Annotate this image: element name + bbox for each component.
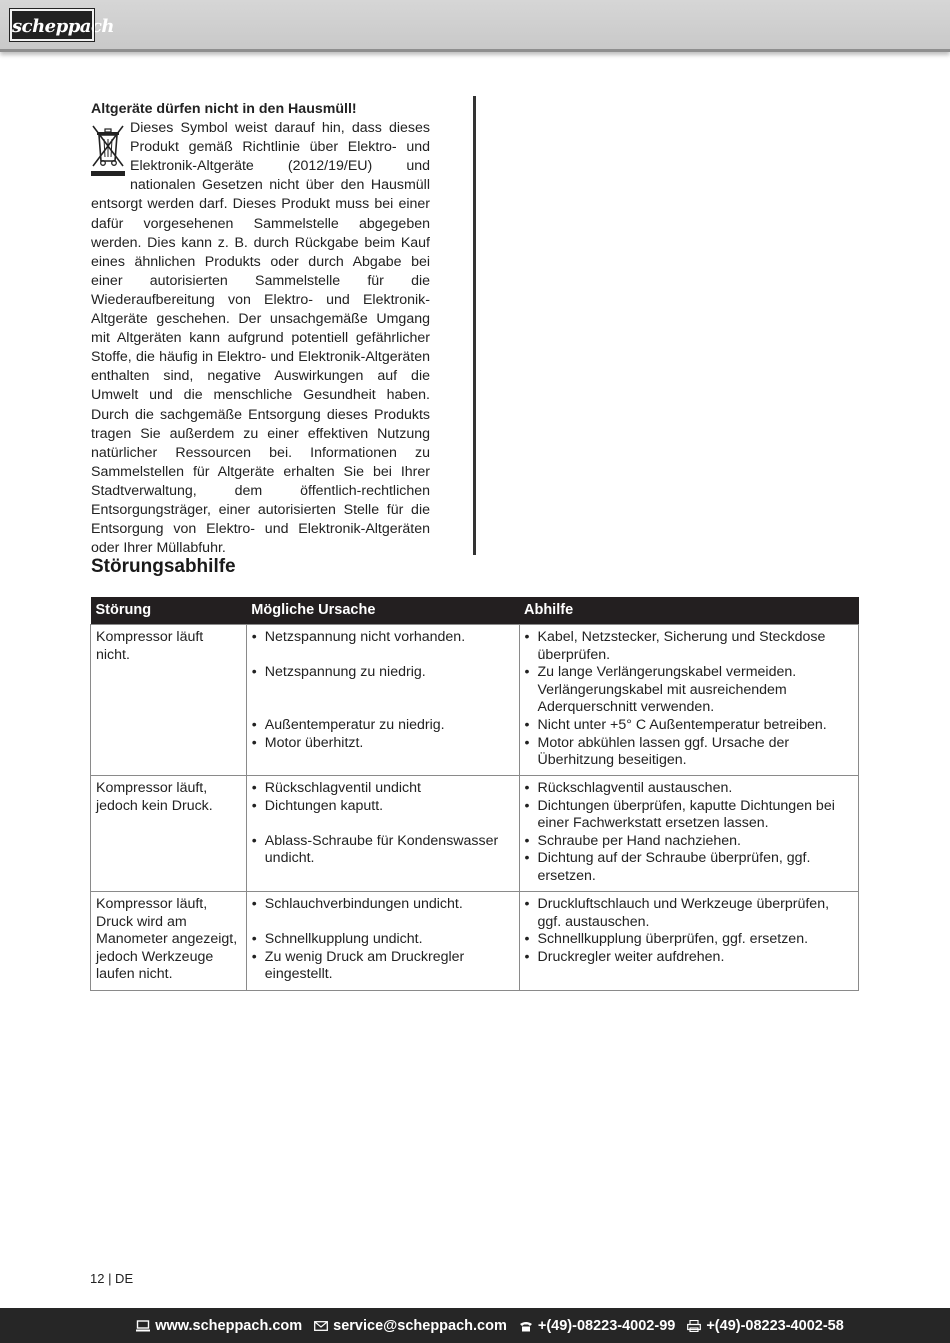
- table-header-row: [91, 597, 859, 625]
- troubleshooting-table: [90, 597, 859, 991]
- website-link[interactable]: www.scheppach.com: [155, 1317, 303, 1334]
- fax-icon: [687, 1320, 701, 1332]
- footer-email[interactable]: [314, 1318, 507, 1334]
- cause-item: • Ablass-Schraube für Kondenswasser undicht.: [252, 833, 514, 868]
- remedy-item: • Schnellkupplung überprüfen, ggf. ersetzen.: [525, 931, 854, 949]
- cause-item: • Schlauchverbindungen undicht.: [252, 896, 514, 914]
- fax-number: +(49)-08223-4002-58: [706, 1317, 844, 1334]
- troubleshooting-title: Störungsabhilfe: [91, 556, 236, 577]
- remedy-item: • Dichtungen überprüfen, kaputte Dichtungen bei einer Fachwerkstatt ersetzen lassen.: [525, 798, 854, 833]
- remedy-item: • Rückschlagventil austauschen.: [525, 780, 854, 798]
- cause-item: • Dichtungen kaputt.: [252, 798, 514, 816]
- footer-fax: [687, 1318, 843, 1334]
- remedy-item-continued: • Dichtung auf der Schraube überprüfen, ggf. ersetzen.: [525, 850, 854, 885]
- disposal-heading: Altgeräte dürfen nicht in den Hausmüll!: [91, 101, 357, 117]
- mail-icon: [314, 1320, 328, 1332]
- cause-item: • Netzspannung zu niedrig.: [252, 664, 514, 682]
- fault-cell: Kompressor läuft, jedoch kein Druck.: [91, 776, 247, 892]
- cause-item: • Außentemperatur zu niedrig.: [252, 717, 514, 735]
- disposal-section: [91, 100, 430, 558]
- computer-icon: [136, 1320, 150, 1332]
- remedy-item: • Motor abkühlen lassen ggf. Ursache der Überhitzung beseitigen.: [525, 735, 854, 770]
- remedy-item: • Schraube per Hand nachziehen.: [525, 833, 854, 851]
- footer-bar: [0, 1308, 950, 1343]
- cause-cell: [246, 776, 519, 892]
- table-row: [91, 625, 859, 776]
- header-bar: [0, 0, 950, 52]
- crossed-out-wheelie-bin-icon: [90, 121, 126, 179]
- cause-item: • Rückschlagventil undicht: [252, 780, 514, 798]
- footer-website[interactable]: [136, 1318, 302, 1334]
- remedy-cell: [519, 776, 859, 892]
- fault-cell: Kompressor läuft nicht.: [91, 625, 247, 776]
- table-row: [91, 892, 859, 991]
- remedy-item: • Nicht unter +5° C Außentemperatur betreiben.: [525, 717, 854, 735]
- phone-icon: [519, 1320, 533, 1332]
- page-number: 12 | DE: [90, 1271, 134, 1286]
- cause-item: • Zu wenig Druck am Druckregler eingestellt.: [252, 949, 514, 984]
- remedy-item: • Druckluftschlauch und Werkzeuge überprüfen, ggf. austauschen.: [525, 896, 854, 931]
- cause-item: • Motor überhitzt.: [252, 735, 514, 753]
- table-row: [91, 776, 859, 892]
- remedy-item: • Druckregler weiter aufdrehen.: [525, 949, 854, 967]
- column-divider: [473, 96, 476, 555]
- column-header-cause: Mögliche Ursache: [246, 597, 519, 625]
- remedy-cell: [519, 892, 859, 991]
- phone-number: +(49)-08223-4002-99: [537, 1317, 676, 1334]
- remedy-item: • Zu lange Verlängerungskabel vermeiden. Verlängerungskabel mit ausreichendem Aderquerschnitt verwenden.: [525, 664, 854, 717]
- cause-item: • Netzspannung nicht vorhanden.: [252, 629, 514, 647]
- column-header-remedy: Abhilfe: [519, 597, 859, 625]
- disposal-text: Dieses Symbol weist darauf hin, dass dieses Produkt gemäß Richtlinie über Elektro- und Elektronik-Altgeräte (2012/19/EU) und nationalen Gesetzen nicht über den Hausmüll entsorgt werden darf. Dieses Produkt muss bei einer dafür vorgesehenen Sammelstelle abgegeben werden. Dies kann z. B. durch Rückgabe beim Kauf eines ähnlichen Produkts oder durch Abgabe bei einer autorisierten Sammelstelle für die Wiederaufbereitung von Elektro- und Elektronik- Altgeräte geschehen. Der unsachgemäße Umgang mit Altgeräten kann aufgrund potentiell gefährlicher Stoffe, die häufig in Elektro- und Elektronik-Altgeräten enthalten sind, negative Auswirkungen auf die Umwelt und die menschliche Gesundheit haben. Durch die sachgemäße Entsorgung dieses Produkts tragen Sie außerdem zu einer effektiven Nutzung natürlicher Ressourcen bei. Informationen zu Sammelstellen für Altgeräte erhalten Sie bei Ihrer Stadtverwaltung, dem öffentlich-rechtlichen Entsorgungsträger, einer autorisierten Stelle für die Entsorgung von Elektro- und Elektronik-Altgeräten oder Ihrer Müllabfuhr.: [91, 120, 430, 557]
- remedy-cell: [519, 625, 859, 776]
- column-header-fault: Störung: [91, 597, 247, 625]
- cause-item: • Schnellkupplung undicht.: [252, 931, 514, 949]
- email-link[interactable]: service@scheppach.com: [333, 1317, 507, 1334]
- remedy-item: • Kabel, Netzstecker, Sicherung und Steckdose überprüfen.: [525, 629, 854, 664]
- cause-cell: [246, 892, 519, 991]
- footer-phone: [519, 1318, 675, 1334]
- scheppach-logo: scheppach: [10, 9, 94, 41]
- fault-cell: Kompressor läuft, Druck wird am Manometer angezeigt, jedoch Werkzeuge laufen nicht.: [91, 892, 247, 991]
- cause-cell: [246, 625, 519, 776]
